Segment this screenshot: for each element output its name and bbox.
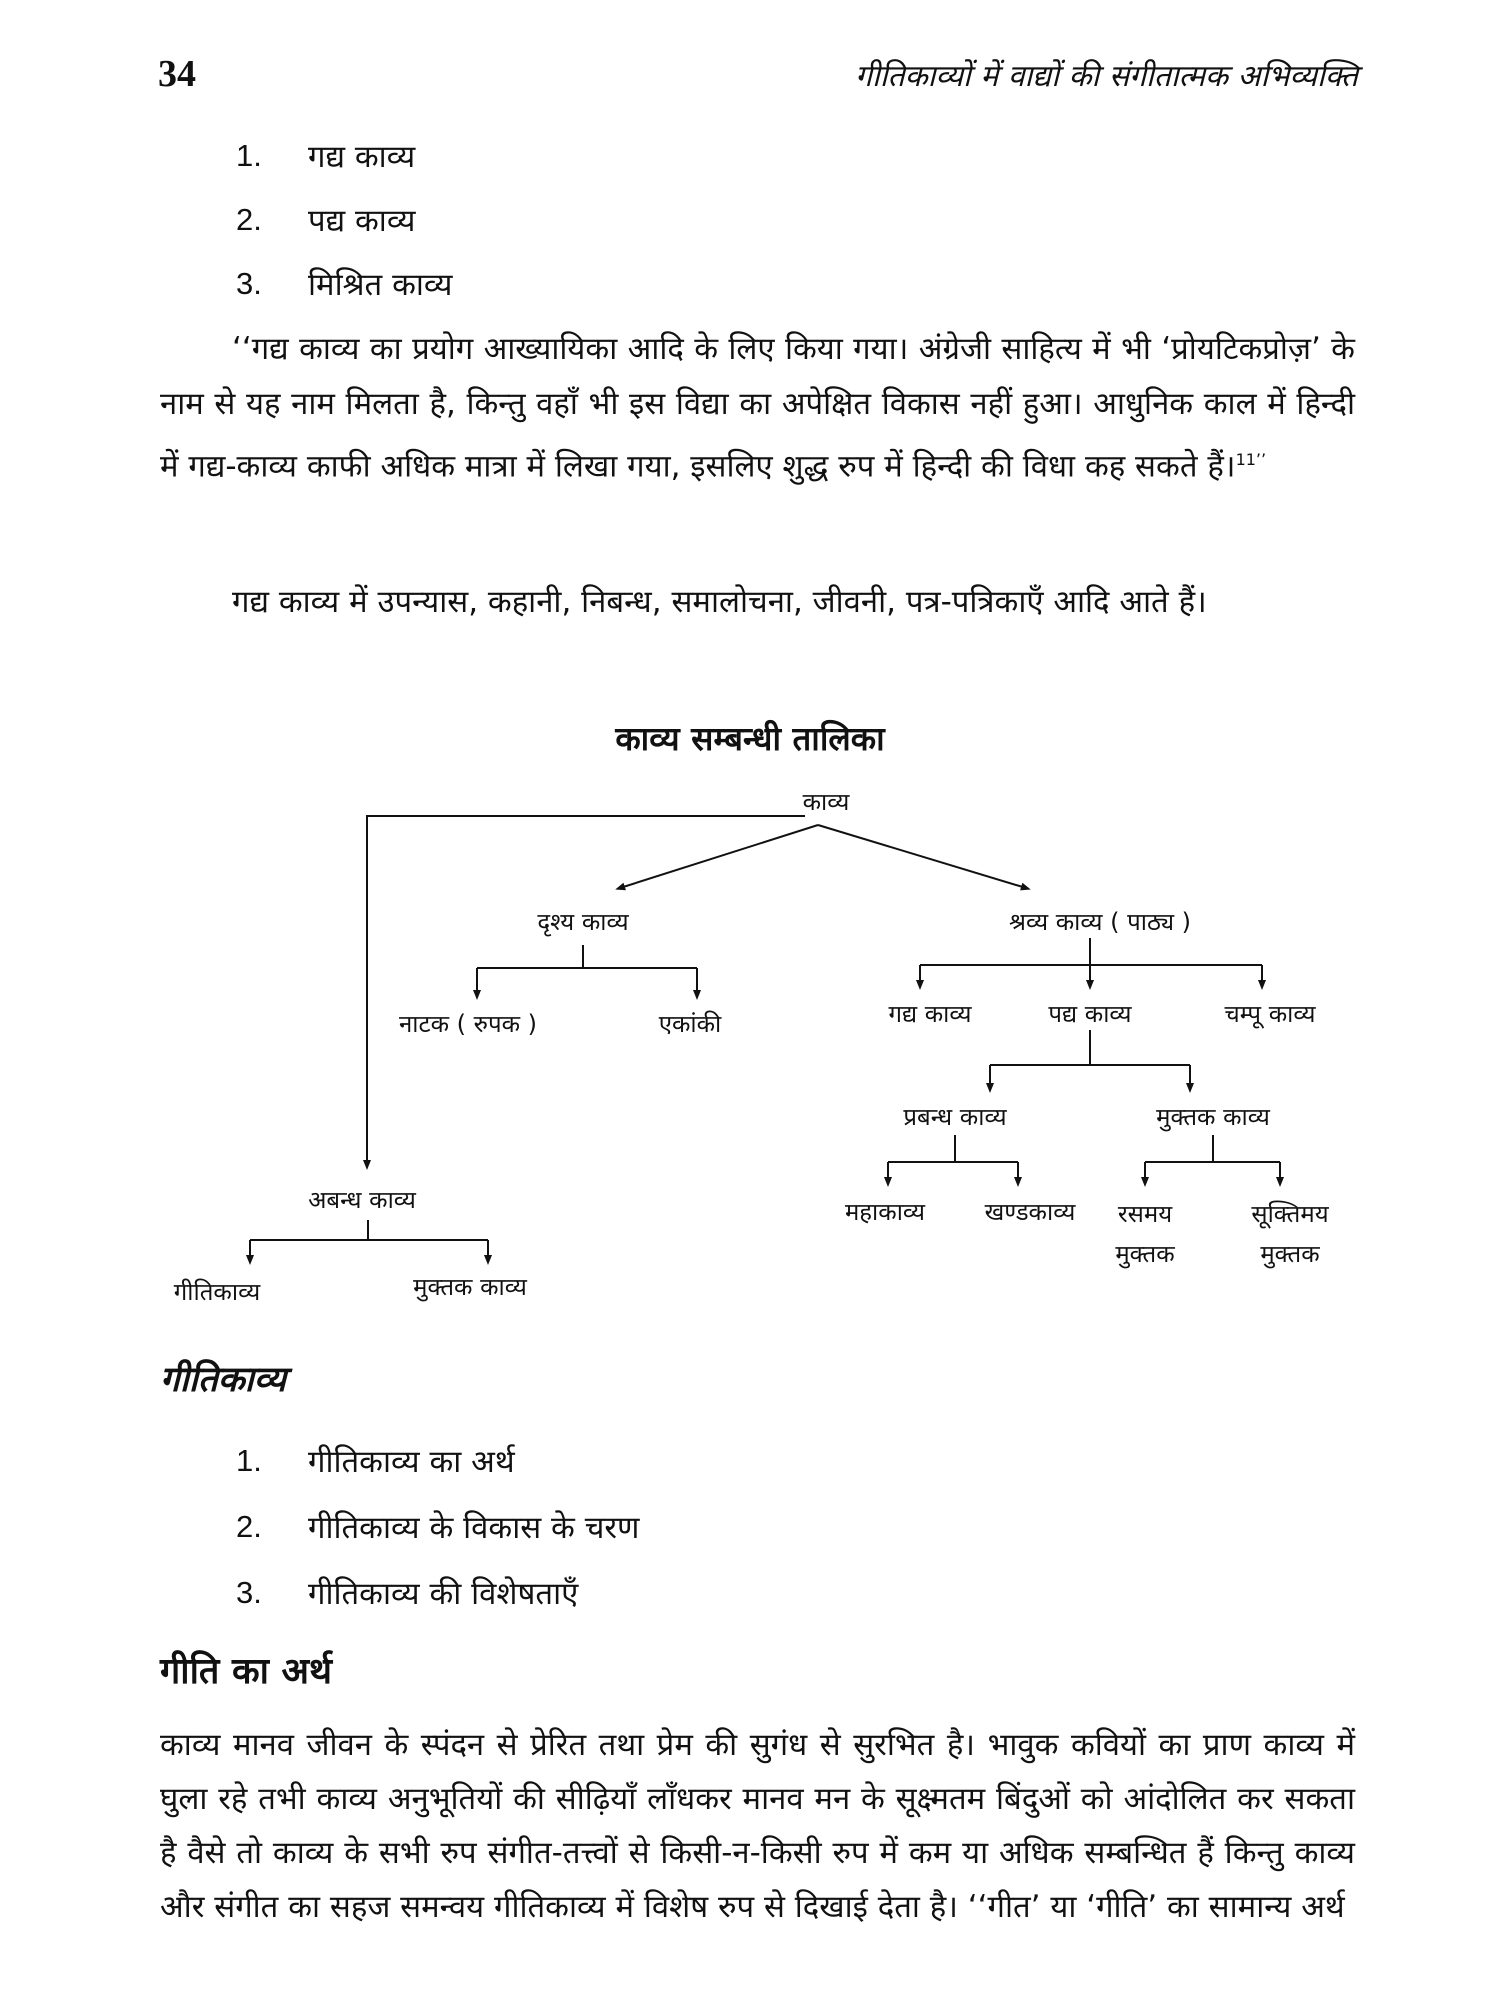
node-abandh-kavya: अबन्ध काव्य xyxy=(308,1186,416,1214)
node-prabandh-kavya: प्रबन्ध काव्य xyxy=(903,1103,1007,1131)
list-item: 3. मिश्रित काव्य xyxy=(236,266,453,303)
page-header xyxy=(158,52,1358,102)
node-suktimay: सूक्तिमय xyxy=(1251,1200,1329,1228)
node-padya-kavya: पद्य काव्य xyxy=(1048,1000,1132,1028)
running-title: गीतिकाव्यों में वाद्यों की संगीतात्मक अभिव्यक्ति xyxy=(855,59,1358,94)
node-kavya: काव्य xyxy=(802,788,850,816)
node-rasmay: रसमय xyxy=(1117,1200,1173,1228)
geetikavya-topics-list xyxy=(236,1428,639,1626)
node-drishya-kavya: दृश्य काव्य xyxy=(537,908,629,936)
node-muktak-kavya-right: मुक्तक काव्य xyxy=(1156,1103,1270,1131)
list-item: 1. गद्य काव्य xyxy=(236,138,416,175)
node-rasmay-muktak: मुक्तक xyxy=(1115,1240,1175,1268)
kavya-types-list xyxy=(236,124,453,316)
list-item: 1. गीतिकाव्य का अर्थ xyxy=(236,1443,515,1480)
section-heading-geetikavya: गीतिकाव्य xyxy=(160,1360,287,1400)
list-item: 2. गीतिकाव्य के विकास के चरण xyxy=(236,1509,640,1546)
node-natak: नाटक ( रुपक ) xyxy=(398,1010,538,1038)
list-item: 2. पद्य काव्य xyxy=(236,202,416,239)
node-shravya-kavya: श्रव्य काव्य ( पाठ्य ) xyxy=(1008,908,1192,936)
tree-nodes xyxy=(174,788,1330,1306)
node-mahakavya: महाकाव्य xyxy=(844,1198,926,1226)
node-geetikavya: गीतिकाव्य xyxy=(173,1278,261,1306)
page-number: 34 xyxy=(158,53,196,95)
diagram-title: काव्य सम्बन्धी तालिका xyxy=(615,719,885,758)
node-gadya-kavya: गद्य काव्य xyxy=(888,1000,972,1028)
node-khandkavya: खण्डकाव्य xyxy=(984,1198,1076,1226)
list-item: 3. गीतिकाव्य की विशेषताएँ xyxy=(236,1575,579,1612)
kavya-tree-diagram xyxy=(150,770,1360,1330)
geeti-arth-paragraph: काव्य मानव जीवन के स्पंदन से प्रेरित तथा प्रेम की सुगंध से सुरभित है। भावुक कवियों का प्राण काव्य में घुला रहे तभी काव्य अनुभूतियों की सीढ़ियाँ लाँधकर मानव मन के सूक्ष्मतम बिंदुओं को आंदोलित कर सकता है वैसे तो काव्य के सभी रुप संगीत-तत्त्वों से किसी-न-किसी रुप में कम या अधिक सम्बन्धित हैं किन्तु काव्य और संगीत का सहज समन्वय गीतिकाव्य में विशेष रुप से दिखाई देता है। ‘‘गीत’ या ‘गीति’ का सामान्य अर्थ xyxy=(160,1727,1355,1925)
node-champu-kavya: चम्पू काव्य xyxy=(1224,1000,1316,1028)
quote-paragraph: ‘‘गद्य काव्य का प्रयोग आख्यायिका आदि के लिए किया गया। अंग्रेजी साहित्य में भी ‘प्रोयटिकप्रोज़’ के नाम से यह नाम मिलता है, किन्तु वहाँ भी इस विद्या का अपेक्षित विकास नहीं हुआ। आधुनिक काल में हिन्दी में गद्य-काव्य काफी अधिक मात्रा में लिखा गया, इसलिए शुद्ध रुप में हिन्दी की विधा कह सकते हैं।$^{11’’}$ xyxy=(160,331,1355,485)
gadya-paragraph: गद्य काव्य में उपन्यास, कहानी, निबन्ध, समालोचना, जीवनी, पत्र-पत्रिकाएँ आदि आते हैं। xyxy=(232,584,1207,620)
node-muktak-kavya-left: मुक्तक काव्य xyxy=(413,1273,527,1301)
node-ekanki: एकांकी xyxy=(658,1010,722,1038)
node-suktimay-muktak: मुक्तक xyxy=(1260,1240,1320,1268)
section-heading-geeti-arth: गीति का अर्थ xyxy=(160,1651,332,1692)
footnote-ref: 11’’ xyxy=(1235,450,1267,469)
